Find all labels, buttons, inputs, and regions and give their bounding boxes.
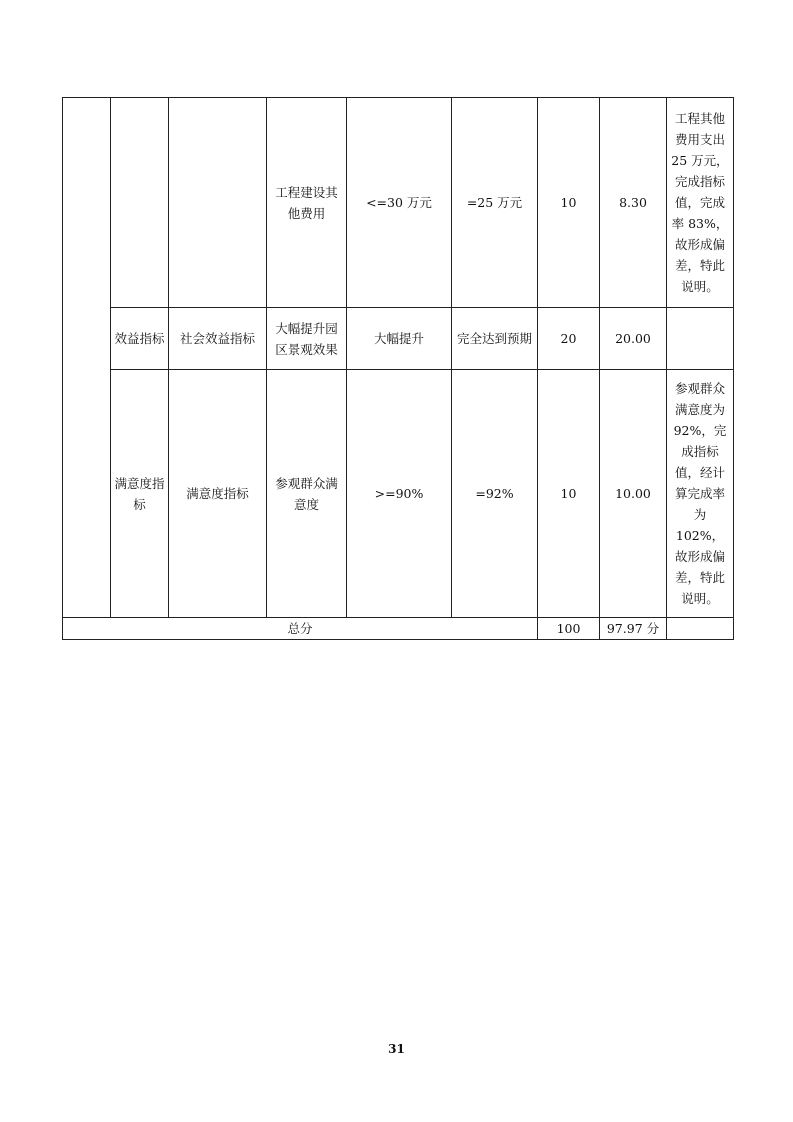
table-row-other-costs	[63, 98, 734, 308]
score-cell: 8.30	[600, 98, 667, 308]
target-cell: >=90%	[347, 370, 452, 618]
indicator-cell: 参观群众满意度	[267, 370, 347, 618]
score-cell: 20.00	[600, 308, 667, 370]
note-cell: 工程其他费用支出 25 万元，完成指标值，完成率 83%，故形成偏差，特此说明。	[667, 98, 734, 308]
total-weight: 100	[538, 618, 600, 640]
table-row-social-benefit	[63, 308, 734, 370]
weight-cell: 10	[538, 98, 600, 308]
actual-cell: =25 万元	[452, 98, 538, 308]
table-row-total	[63, 618, 734, 640]
level3-cell: 满意度指标	[169, 370, 267, 618]
weight-cell: 20	[538, 308, 600, 370]
performance-table	[62, 97, 734, 640]
table-row-satisfaction	[63, 370, 734, 618]
score-cell: 10.00	[600, 370, 667, 618]
indicator-cell: 工程建设其他费用	[267, 98, 347, 308]
level2-cell: 满意度指标	[111, 370, 169, 618]
level3-cell	[169, 98, 267, 308]
level2-cell	[111, 98, 169, 308]
level3-cell: 社会效益指标	[169, 308, 267, 370]
target-cell: <=30 万元	[347, 98, 452, 308]
level2-cell: 效益指标	[111, 308, 169, 370]
level1-cell	[63, 98, 111, 618]
note-cell	[667, 308, 734, 370]
note-cell: 参观群众满意度为 92%，完成指标值，经计算完成率为 102%，故形成偏差，特此说明。	[667, 370, 734, 618]
actual-cell: =92%	[452, 370, 538, 618]
target-cell: 大幅提升	[347, 308, 452, 370]
total-note	[667, 618, 734, 640]
weight-cell: 10	[538, 370, 600, 618]
total-label: 总分	[63, 618, 538, 640]
indicator-cell: 大幅提升园区景观效果	[267, 308, 347, 370]
total-score: 97.97 分	[600, 618, 667, 640]
actual-cell: 完全达到预期	[452, 308, 538, 370]
page-number: 31	[388, 1042, 405, 1056]
